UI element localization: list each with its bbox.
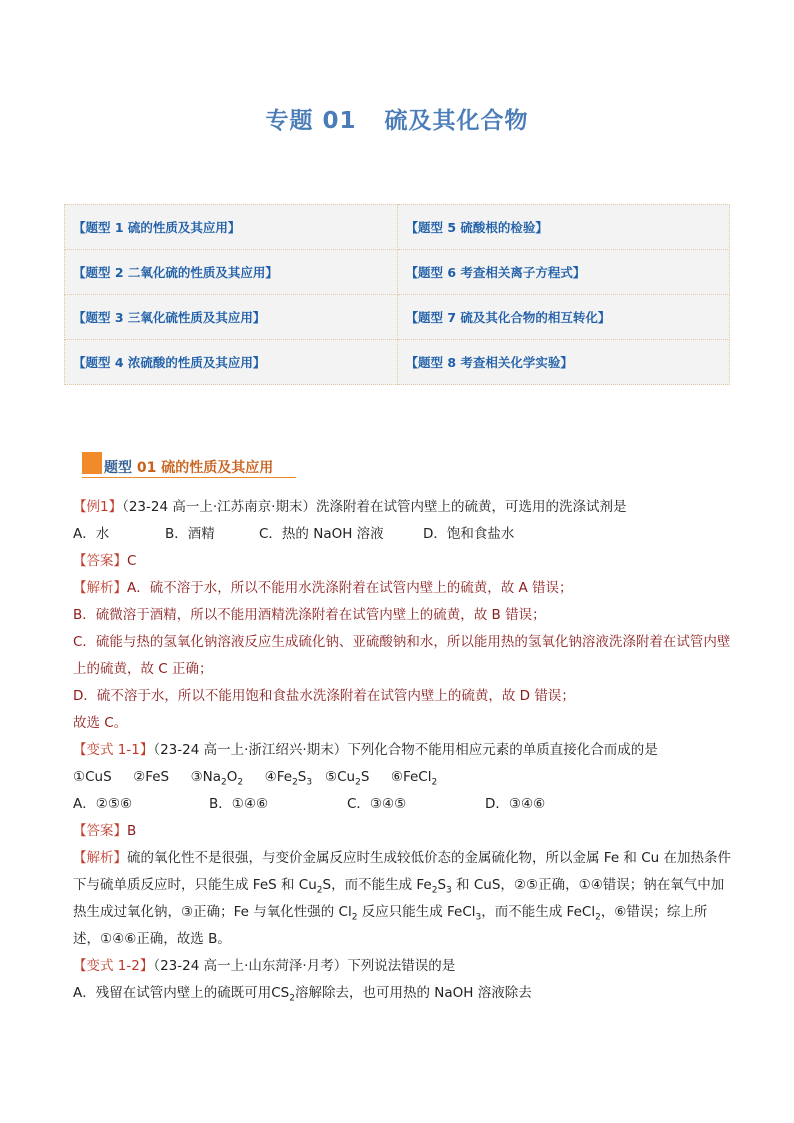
question-type-table	[64, 204, 730, 385]
example-1-answer: 【答案】C	[73, 553, 137, 569]
example-1-options: A．水 B．酒精 C．热的 NaOH 溶液 D．饱和食盐水	[73, 526, 515, 542]
analysis-line: 故选 C。	[73, 715, 128, 731]
type-7-cell[interactable]: 【题型 7 硫及其化合物的相互转化】	[397, 295, 730, 340]
type-8-cell[interactable]: 【题型 8 考查相关化学实验】	[397, 340, 730, 385]
variant-1-1-question: 【变式 1-1】（23-24 高一上·浙江绍兴·期末）下列化合物不能用相应元素的单质直接化合而成的是	[73, 742, 658, 758]
content-body	[73, 494, 733, 1007]
variant-1-1-options: A．②⑤⑥ B．①④⑥ C．③④⑤ D．③④⑥	[73, 796, 546, 812]
variant-1-2-option-a: A．残留在试管内壁上的硫既可用$CS_2$溶解除去，也可用热的 NaOH 溶液除去	[73, 985, 532, 1004]
title-label: 专题 01	[265, 108, 357, 134]
type-4-cell[interactable]: 【题型 4 浓硫酸的性质及其应用】	[65, 340, 398, 385]
page-title	[0, 102, 794, 135]
analysis-line: D．硫不溶于水，所以不能用饱和食盐水洗涤附着在试管内壁上的硫黄，故 D 错误；	[73, 688, 575, 704]
variant-1-1-answer: 【答案】B	[73, 823, 137, 839]
type-1-cell[interactable]: 【题型 1 硫的性质及其应用】	[65, 205, 398, 250]
type-5-cell[interactable]: 【题型 5 硫酸根的检验】	[397, 205, 730, 250]
variant-1-1-compounds: ①CuS ②FeS $③Na_2O_2$ $④Fe_2S_3$ $⑤Cu_2S$ ⑥FeCl$_2$	[73, 769, 438, 788]
title-topic: 硫及其化合物	[384, 108, 529, 134]
example-1-analysis: 【解析】A．硫不溶于水，所以不能用水洗涤附着在试管内壁上的硫黄，故 A 错误；	[73, 580, 573, 596]
example-1-question: 【例1】（23-24 高一上·江苏南京·期末）洗涤附着在试管内壁上的硫黄，可选用的洗涤试剂是	[73, 499, 627, 515]
analysis-line: B．硫微溶于酒精，所以不能用酒精洗涤附着在试管内壁上的硫黄，故 B 错误；	[73, 607, 546, 623]
section-marker-icon	[82, 452, 102, 474]
section-underline	[82, 477, 296, 478]
type-6-cell[interactable]: 【题型 6 考查相关离子方程式】	[397, 250, 730, 295]
type-3-cell[interactable]: 【题型 3 三氧化硫性质及其应用】	[65, 295, 398, 340]
type-2-cell[interactable]: 【题型 2 二氧化硫的性质及其应用】	[65, 250, 398, 295]
variant-1-1-analysis: 【解析】硫的氧化性不是很强，与变价金属反应时生成较低价态的金属硫化物，所以金属 Fe 和 Cu 在加热条件下与硫单质反应时，只能生成 FeS 和 $Cu_2S$，而不能生成 $Fe_2S_3$ 和 CuS，②⑤正确，①④错误；钠在氧气中加热生成过氧化钠，③正确；Fe 与氧化性强的 $Cl_2$ 反应只能生成 FeCl$_3$，而不能生成 FeCl$_2$，⑥错误；综上所述，①④⑥正确，故选 B。	[73, 850, 731, 947]
section-title: 题型 01 硫的性质及其应用	[104, 460, 274, 476]
variant-1-2-question: 【变式 1-2】（23-24 高一上·山东菏泽·月考）下列说法错误的是	[73, 958, 456, 974]
analysis-line: C．硫能与热的氢氧化钠溶液反应生成硫化钠、亚硫酸钠和水，所以能用热的氢氧化钠溶液洗涤附着在试管内壁上的硫黄，故 C 正确；	[73, 634, 731, 677]
